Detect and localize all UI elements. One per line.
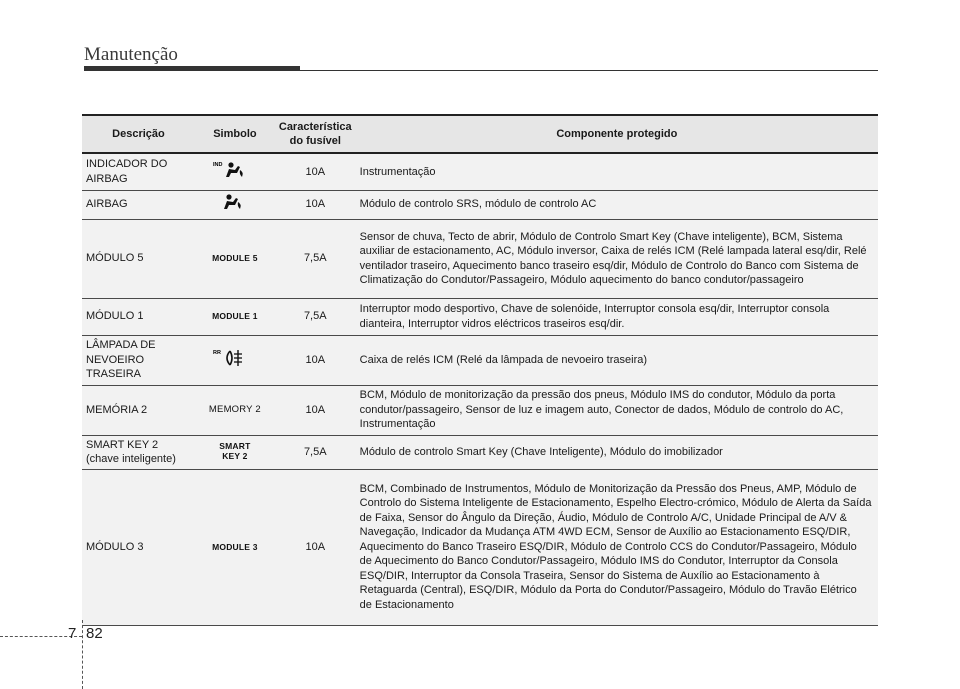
fuse-rating: 10A [275,385,356,435]
table-row [82,219,878,298]
symbol-label: MODULE 5 [212,253,258,264]
fuse-rating: 10A [275,190,356,219]
fuse-description: MÓDULO 5 [82,219,195,298]
symbol-label: MEMORY 2 [208,404,261,416]
fuse-component: Sensor de chuva, Tecto de abrir, Módulo de Controlo Smart Key (Chave inteligente), BCM, Sistema auxiliar de estacionamento, AC, Módulo inversor, Caixa de relés ICM (Relé lampada lateral esq/dir, Relé ventilador traseiro, Aquecimento banco traseiro esq/dir, Módulo de Controlo do Banco com Sistema de Climatização do Condutor/Passageiro, Módulo aquecimento do banco condutor/passageiro [356,219,878,298]
table-row [82,435,878,469]
fuse-component: Módulo de controlo SRS, módulo de controlo AC [356,190,878,219]
airbag-indicator-icon [210,158,260,182]
fuse-table [82,114,878,626]
fuse-description: MEMÓRIA 2 [82,385,195,435]
fuse-symbol [195,190,275,219]
fuse-symbol [195,335,275,385]
fuse-symbol [195,219,275,298]
fuse-description: MÓDULO 1 [82,298,195,335]
fuse-rating: 10A [275,335,356,385]
fuse-description: LÂMPADA DE NEVOEIRO TRASEIRA [82,335,195,385]
svg-text:RR: RR [212,349,221,356]
table-row [82,385,878,435]
table-header-row [82,115,878,153]
fuse-symbol [195,385,275,435]
fuse-description: SMART KEY 2 (chave inteligente) [82,435,195,469]
fuse-symbol [195,153,275,190]
symbol-label: SMART KEY 2 [219,440,251,461]
chapter-number: 7 [68,625,77,642]
fuse-symbol [195,469,275,625]
fuse-component: BCM, Combinado de Instrumentos, Módulo de Monitorização da Pressão dos Pneus, AMP, Módulo de Controlo do Sistema Inteligente de Estacionamento, Espelho Electro-crómico, Módulo de Alerta da Saída de Faixa, Sensor do Ângulo da Direção, Áudio, Módulo de Controlo A/C, Unidade Principal de A/V & Navegação, Indicador da Mudança ATM 4WD ECM, Sensor de Auxílio ao Estacionamento ESQ/DIR, Aquecimento do Banco Traseiro ESQ/DIR, Módulo de Controlo CCS do Condutor/Passageiro, Módulo de Aquecimento do Banco Condutor/Passageiro, Módulo IMS do Condutor, Interruptor da Consola ESQ/DIR, Interruptor da Consola Traseira, Sensor do Sistema de Auxílio ao Estacionamento à Retaguarda (Central), ESQ/DIR, Módulo da Porta do Condutor/Passageiro, Módulo do Travão Elétrico de Estacionamento [356,469,878,625]
symbol-label: MODULE 1 [212,311,258,322]
col-description: Descrição [82,115,195,153]
table-row [82,469,878,625]
page-header-title: Manutenção [84,44,178,65]
fuse-component: Instrumentação [356,153,878,190]
fuse-rating: 7,5A [275,219,356,298]
footer-separator [82,620,83,689]
symbol-label: MODULE 3 [212,541,258,552]
fuse-description: INDICADOR DO AIRBAG [82,153,195,190]
table-row [82,153,878,190]
page-number-value: 82 [86,625,103,642]
fuse-rating: 10A [275,469,356,625]
fuse-rating: 10A [275,153,356,190]
fuse-component: Módulo de controlo Smart Key (Chave Inteligente), Módulo do imobilizador [356,435,878,469]
fuse-component: Caixa de relés ICM (Relé da lâmpada de nevoeiro traseira) [356,335,878,385]
fuse-rating: 7,5A [275,298,356,335]
fuse-symbol [195,435,275,469]
fuse-component: Interruptor modo desportivo, Chave de solenóide, Interruptor consola esq/dir, Interruptor consola dianteira, Interruptor vidros eléctricos traseiros esq/dir. [356,298,878,335]
rear-fog-lamp-icon [210,345,260,371]
col-component: Componente protegido [356,115,878,153]
table-row [82,298,878,335]
table-row [82,190,878,219]
col-rating: Característica do fusível [275,115,356,153]
fuse-description: AIRBAG [82,190,195,219]
fuse-symbol [195,298,275,335]
fuse-component: BCM, Módulo de monitorização da pressão dos pneus, Módulo IMS do condutor, Módulo da porta condutor/passageiro, Sensor de luz e imagem auto, Conector de dados, Módulo de controlo do AC, Instrumentação [356,385,878,435]
header-rule [300,70,878,71]
header-accent-bar [84,66,300,71]
table-row [82,335,878,385]
page-number [68,625,103,642]
fuse-rating: 7,5A [275,435,356,469]
col-symbol: Simbolo [195,115,275,153]
svg-text:IND: IND [212,161,223,168]
fuse-description: MÓDULO 3 [82,469,195,625]
airbag-icon [215,191,255,213]
